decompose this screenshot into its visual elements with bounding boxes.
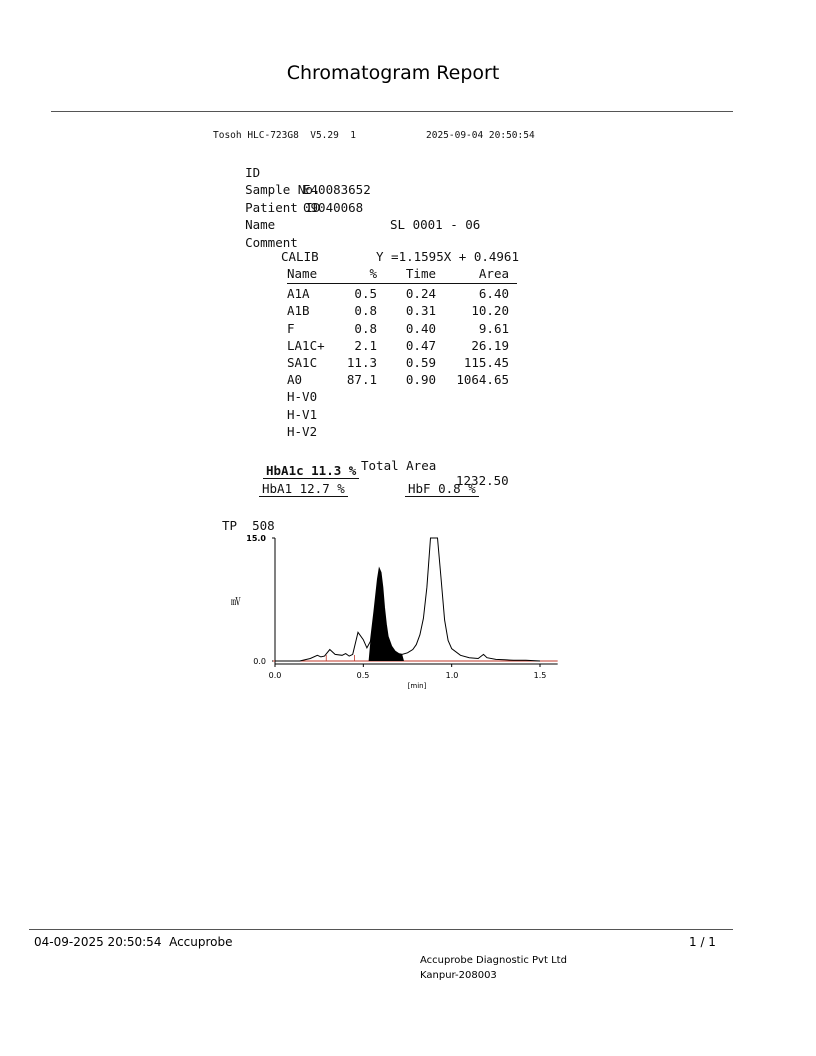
x-tick-label: 1.0	[445, 671, 459, 680]
cell-area: 115.45	[463, 354, 509, 370]
cell-name: F	[287, 320, 295, 336]
x-tick-label: 0.0	[268, 671, 282, 680]
table-row	[287, 286, 517, 303]
info-label: Comment	[245, 234, 298, 250]
cell-pct: 11.3	[346, 354, 377, 370]
instrument-timestamp: 2025-09-04 20:50:54	[426, 130, 535, 141]
cell-time: 0.90	[405, 372, 436, 388]
cell-pct: 0.8	[354, 320, 377, 336]
lab-address: Kanpur-208003	[420, 970, 497, 981]
footer-printed: 04-09-2025 20:50:54 Accuprobe	[34, 935, 233, 949]
info-label: Sample No.	[245, 182, 321, 197]
title-divider	[51, 111, 733, 112]
y-tick-label: 15.0	[246, 534, 266, 543]
cell-pct: 87.1	[346, 372, 377, 388]
table-row	[287, 303, 517, 320]
cell-pct: 0.8	[354, 303, 377, 319]
cell-pct: 2.1	[354, 337, 377, 353]
cell-name: A0	[287, 372, 303, 388]
info-extra: SL 0001 - 06	[390, 217, 481, 232]
total-label: Total Area	[361, 458, 437, 473]
header-name: Name	[287, 266, 318, 281]
table-row	[287, 389, 517, 406]
table-header-rule	[287, 283, 517, 284]
sample-info	[215, 146, 481, 250]
header-area: Area	[478, 266, 509, 281]
calib-equation: Y =1.1595X + 0.4961	[376, 249, 519, 264]
cell-name: LA1C+	[287, 337, 325, 353]
footer-divider	[29, 929, 733, 930]
cell-name: A1A	[287, 286, 310, 302]
cell-time: 0.40	[405, 320, 436, 336]
report-title: Chromatogram Report	[286, 62, 500, 84]
chromatogram-chart	[0, 525, 816, 725]
calib-label: CALIB	[281, 249, 319, 264]
y-unit-label: ㎷	[231, 597, 241, 608]
info-row-comment	[215, 216, 320, 250]
hbf-result: HbF 0.8 %	[405, 481, 479, 497]
total-value: 1232.50	[456, 473, 509, 488]
tp-label: TP 508	[222, 518, 275, 533]
cell-time: 0.31	[405, 303, 436, 319]
cell-area: 9.61	[478, 320, 509, 336]
cell-name: H-V0	[287, 389, 318, 405]
cell-name: SA1C	[287, 354, 318, 370]
cell-area: 10.20	[471, 303, 509, 319]
cell-name: H-V2	[287, 423, 318, 439]
lab-name: Accuprobe Diagnostic Pvt Ltd	[420, 955, 567, 966]
cell-area: 6.40	[478, 286, 509, 302]
table-row	[287, 372, 517, 389]
peak-table	[287, 266, 517, 441]
info-label: Patient ID	[245, 199, 321, 215]
instrument-model: Tosoh HLC-723G8 V5.29 1	[213, 130, 356, 141]
cell-area: 26.19	[471, 337, 509, 353]
x-tick-label: 0.5	[356, 671, 370, 680]
cell-pct: 0.5	[354, 286, 377, 302]
header-time: Time	[405, 266, 436, 281]
table-row	[287, 355, 517, 372]
cell-name: A1B	[287, 303, 310, 319]
info-label: ID	[245, 164, 261, 180]
cell-name: H-V1	[287, 406, 318, 422]
x-tick-label: 1.5	[533, 671, 547, 680]
info-label: Name	[245, 217, 276, 232]
info-row-patient-id	[215, 181, 321, 215]
cell-area: 1064.65	[456, 372, 509, 388]
cell-time: 0.59	[405, 354, 436, 370]
hba1c-result: HbA1c 11.3 %	[263, 463, 359, 479]
hba1-result: HbA1 12.7 %	[259, 481, 348, 497]
header-pct: %	[369, 266, 377, 281]
total-area	[361, 443, 509, 488]
y-tick-label: 0.0	[253, 657, 266, 666]
table-row	[287, 424, 517, 441]
table-row	[287, 321, 517, 338]
cell-time: 0.24	[405, 286, 436, 302]
cell-time: 0.47	[405, 337, 436, 353]
chromatogram-trace	[275, 538, 540, 661]
page-number: 1 / 1	[689, 935, 716, 949]
info-value: E40083652	[303, 182, 371, 197]
table-row	[287, 338, 517, 355]
x-unit-label: [min]	[407, 682, 427, 690]
info-value: 09040068	[303, 199, 364, 215]
info-row-name	[215, 199, 320, 232]
table-row	[287, 407, 517, 424]
table-header	[287, 266, 517, 283]
